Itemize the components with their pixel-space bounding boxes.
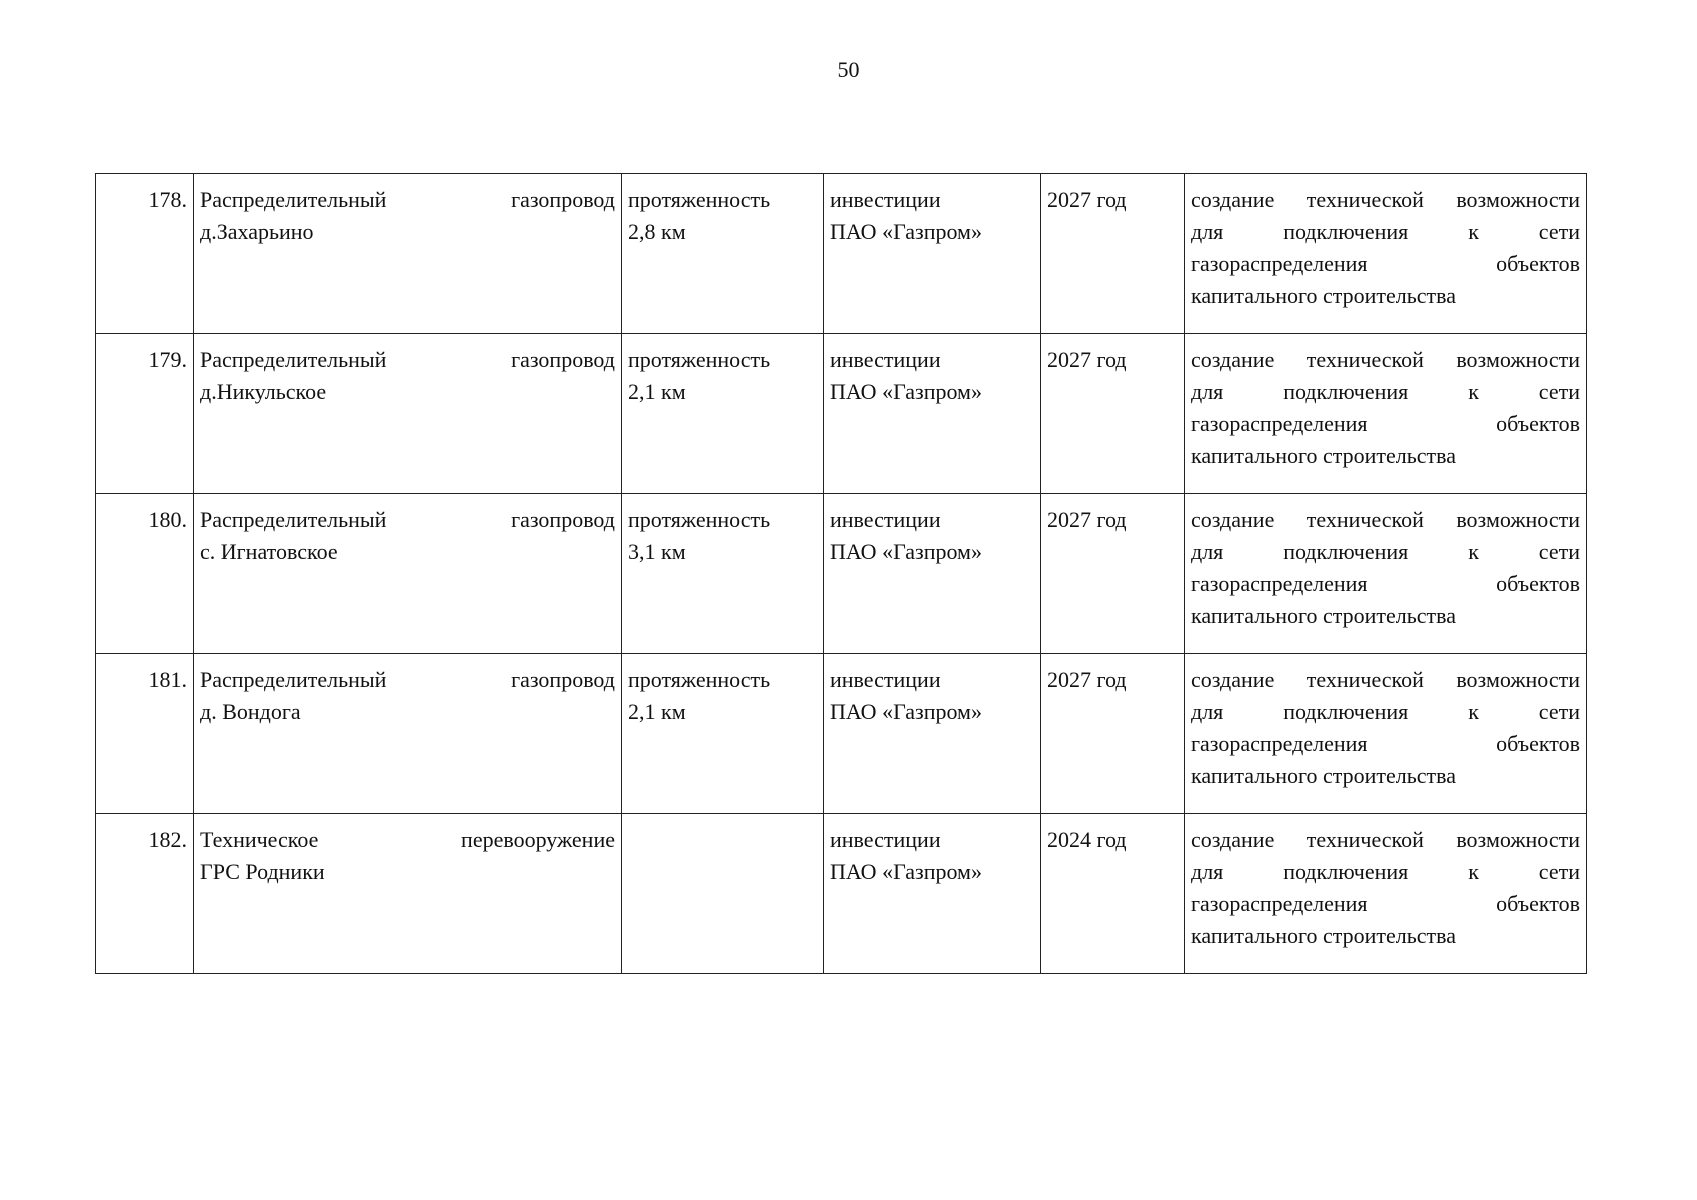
table-row: [96, 654, 1587, 814]
table-row: [96, 494, 1587, 654]
purpose-line: газораспределения объектов: [1191, 571, 1580, 596]
purpose-line: капитального строительства: [1191, 923, 1457, 948]
funding-source: инвестиции ПАО «Газпром»: [830, 347, 982, 404]
purpose-line: создание технической возможности: [1191, 667, 1580, 692]
row-number: 182.: [96, 814, 194, 974]
purpose-line: для подключения к сети: [1191, 379, 1580, 404]
row-number: 180.: [96, 494, 194, 654]
purpose-cell: [1185, 494, 1587, 654]
funding-source: инвестиции ПАО «Газпром»: [830, 827, 982, 884]
object-name-line: Техническое перевооружение: [200, 827, 615, 852]
length-text: протяженность 2,8 км: [628, 187, 771, 244]
length-text: протяженность 2,1 км: [628, 667, 771, 724]
page-number: 50: [837, 57, 860, 82]
object-location: д.Захарьино: [200, 219, 314, 244]
purpose-cell: [1185, 654, 1587, 814]
purpose-line: газораспределения объектов: [1191, 411, 1580, 436]
purpose-cell: [1185, 334, 1587, 494]
object-name-cell: [194, 654, 622, 814]
table-row: [96, 334, 1587, 494]
row-number: 179.: [96, 334, 194, 494]
purpose-line: создание технической возможности: [1191, 187, 1580, 212]
purpose-line: создание технической возможности: [1191, 347, 1580, 372]
length-cell: [622, 654, 824, 814]
object-name-line: Распределительный газопровод: [200, 507, 615, 532]
funding-source: инвестиции ПАО «Газпром»: [830, 667, 982, 724]
object-location: д.Никульское: [200, 379, 327, 404]
length-cell: [622, 814, 824, 974]
year-cell: 2027 год: [1041, 654, 1185, 814]
length-cell: [622, 494, 824, 654]
purpose-line: для подключения к сети: [1191, 859, 1580, 884]
source-cell: [824, 654, 1041, 814]
source-cell: [824, 174, 1041, 334]
purpose-line: газораспределения объектов: [1191, 891, 1580, 916]
year-cell: 2027 год: [1041, 494, 1185, 654]
object-name-line: Распределительный газопровод: [200, 347, 615, 372]
object-name-line: Распределительный газопровод: [200, 667, 615, 692]
source-cell: [824, 494, 1041, 654]
purpose-line: для подключения к сети: [1191, 219, 1580, 244]
source-cell: [824, 334, 1041, 494]
purpose-line: газораспределения объектов: [1191, 251, 1580, 276]
purpose-line: создание технической возможности: [1191, 827, 1580, 852]
table-row: [96, 814, 1587, 974]
object-location: с. Игнатовское: [200, 539, 338, 564]
year-cell: 2024 год: [1041, 814, 1185, 974]
object-name-cell: [194, 814, 622, 974]
funding-source: инвестиции ПАО «Газпром»: [830, 507, 982, 564]
object-location: д. Вондога: [200, 699, 301, 724]
purpose-line: капитального строительства: [1191, 443, 1457, 468]
gas-pipeline-table: [95, 173, 1587, 974]
purpose-line: капитального строительства: [1191, 283, 1457, 308]
object-name-cell: [194, 494, 622, 654]
purpose-line: для подключения к сети: [1191, 699, 1580, 724]
purpose-line: капитального строительства: [1191, 763, 1457, 788]
length-text: протяженность 2,1 км: [628, 347, 771, 404]
object-location: ГРС Родники: [200, 859, 325, 884]
purpose-cell: [1185, 174, 1587, 334]
purpose-line: создание технической возможности: [1191, 507, 1580, 532]
purpose-line: для подключения к сети: [1191, 539, 1580, 564]
length-text: протяженность 3,1 км: [628, 507, 771, 564]
object-name-line: Распределительный газопровод: [200, 187, 615, 212]
year-cell: 2027 год: [1041, 174, 1185, 334]
funding-source: инвестиции ПАО «Газпром»: [830, 187, 982, 244]
row-number: 181.: [96, 654, 194, 814]
row-number: 178.: [96, 174, 194, 334]
source-cell: [824, 814, 1041, 974]
year-cell: 2027 год: [1041, 334, 1185, 494]
purpose-line: капитального строительства: [1191, 603, 1457, 628]
object-name-cell: [194, 334, 622, 494]
purpose-cell: [1185, 814, 1587, 974]
object-name-cell: [194, 174, 622, 334]
length-cell: [622, 174, 824, 334]
table-row: [96, 174, 1587, 334]
purpose-line: газораспределения объектов: [1191, 731, 1580, 756]
length-cell: [622, 334, 824, 494]
